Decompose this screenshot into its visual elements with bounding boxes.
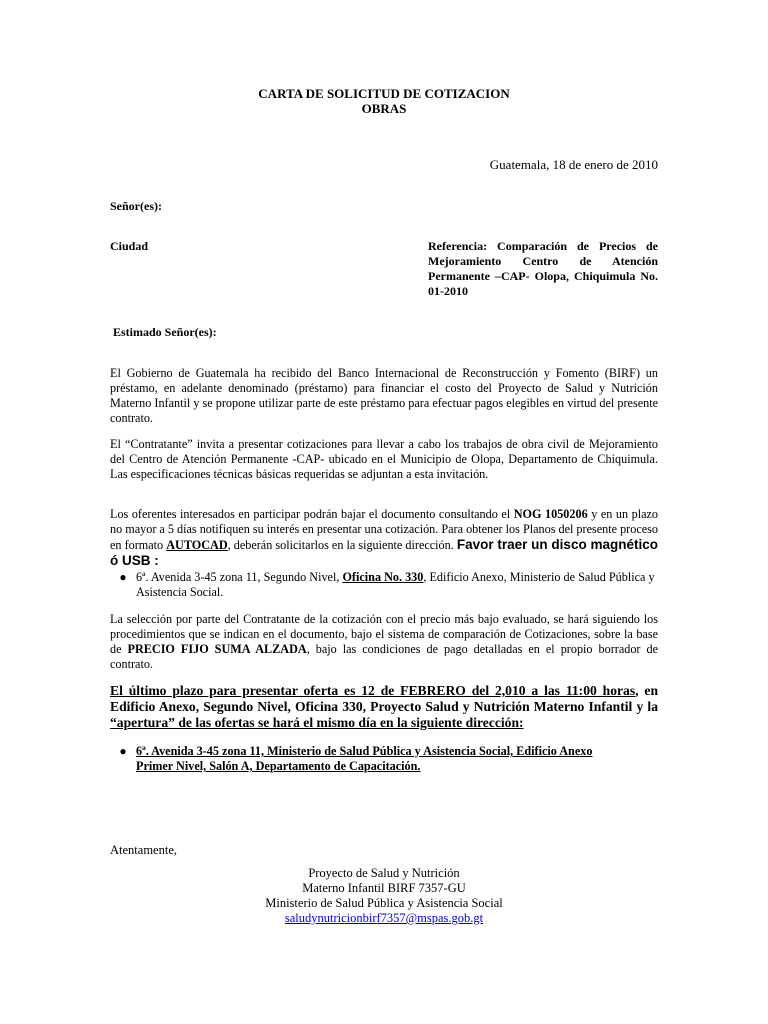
- reference-block: Referencia: Comparación de Precios de Mejoramiento Centro de Atención Permanente –CAP- Olopa, Chiquimula No. 01-2010: [428, 239, 658, 298]
- signature-line-1: Proyecto de Salud y Nutrición: [308, 866, 460, 880]
- closing: Atentamente,: [110, 843, 177, 857]
- deadline-notice: El último plazo para presentar oferta es 12 de FEBRERO del 2,010 a las 11:00 horas, en Edificio Anexo, Segundo Nivel, Oficina 330, Proyecto Salud y Nutrición Materno Infantil y la “apertura” de las ofertas se hará el mismo día en la siguiente dirección:: [110, 683, 658, 730]
- price-basis: PRECIO FIJO SUMA ALZADA: [127, 642, 307, 656]
- bullet-icon: ●: [119, 744, 127, 758]
- salutation: Estimado Señor(es):: [113, 325, 217, 339]
- signature-line-2: Materno Infantil BIRF 7357-GU: [302, 881, 466, 895]
- letter-title: [110, 86, 658, 116]
- bullet-icon: ●: [119, 570, 127, 584]
- autocad-format: AUTOCAD: [166, 538, 228, 552]
- paragraph-selection: La selección por parte del Contratante de la cotización con el precio más bajo evaluado, se hará siguiendo los procedimientos que se indican en el documento, bajo el sistema de comparación de Cotizaciones, sobre la base de PRECIO FIJO SUMA ALZADA, bajo las condiciones de pago detalladas en el propio borrador de contrato.: [110, 612, 658, 671]
- paragraph-invitation: El “Contratante” invita a presentar cotizaciones para llevar a cabo los trabajos de obra civil de Mejoramiento del Centro de Atención Permanente -CAP- ubicado en el Municipio de Olopa, Departamento de Chiquimula. Las especificaciones técnicas básicas requeridas se adjuntan a esta invitación.: [110, 437, 658, 481]
- signature-block: [110, 866, 658, 926]
- recipient-city: Ciudad: [110, 239, 149, 253]
- title-line-2: OBRAS: [361, 101, 407, 116]
- recipient-label: Señor(es):: [110, 199, 162, 213]
- contact-email-link[interactable]: saludynutricionbirf7357@mspas.gob.gt: [284, 911, 484, 925]
- opening-address: 6ª. Avenida 3-45 zona 11, Ministerio de Salud Pública y Asistencia Social, Edificio Anexo Primer Nivel, Salón A, Departamento de Capacitación.: [136, 744, 593, 773]
- address-bullet-1: ● 6ª. Avenida 3-45 zona 11, Segundo Nivel, Oficina No. 330, Edificio Anexo, Ministerio de Salud Pública y Asistencia Social.: [110, 570, 658, 600]
- title-line-1: CARTA DE SOLICITUD DE COTIZACION: [258, 86, 510, 101]
- nog-number: NOG 1050206: [513, 507, 588, 521]
- signature-line-3: Ministerio de Salud Pública y Asistencia Social: [265, 896, 503, 910]
- letter-date: Guatemala, 18 de enero de 2010: [489, 157, 658, 172]
- office-number: Oficina No. 330: [342, 570, 424, 584]
- address-bullet-2: [110, 744, 658, 774]
- paragraph-instructions: Los oferentes interesados en participar podrán bajar el documento consultando el NOG 1050206 y en un plazo no mayor a 5 días notifiquen su interés en presentar una cotización. Para obtener los Planos del presente proceso en formato AUTOCAD, deberán solicitarlos en la siguiente dirección. Favor traer un disco magnético ó USB :: [110, 507, 658, 568]
- paragraph-loan: El Gobierno de Guatemala ha recibido del Banco Internacional de Reconstrucción y Fomento (BIRF) un préstamo, en adelante denominado (préstamo) para financiar el costo del Proyecto de Salud y Nutrición Materno Infantil y se propone utilizar parte de este préstamo para efectuar pagos elegibles en virtud del presente contrato.: [110, 366, 658, 425]
- usb-notice: Favor traer un disco magnético ó USB :: [110, 537, 658, 568]
